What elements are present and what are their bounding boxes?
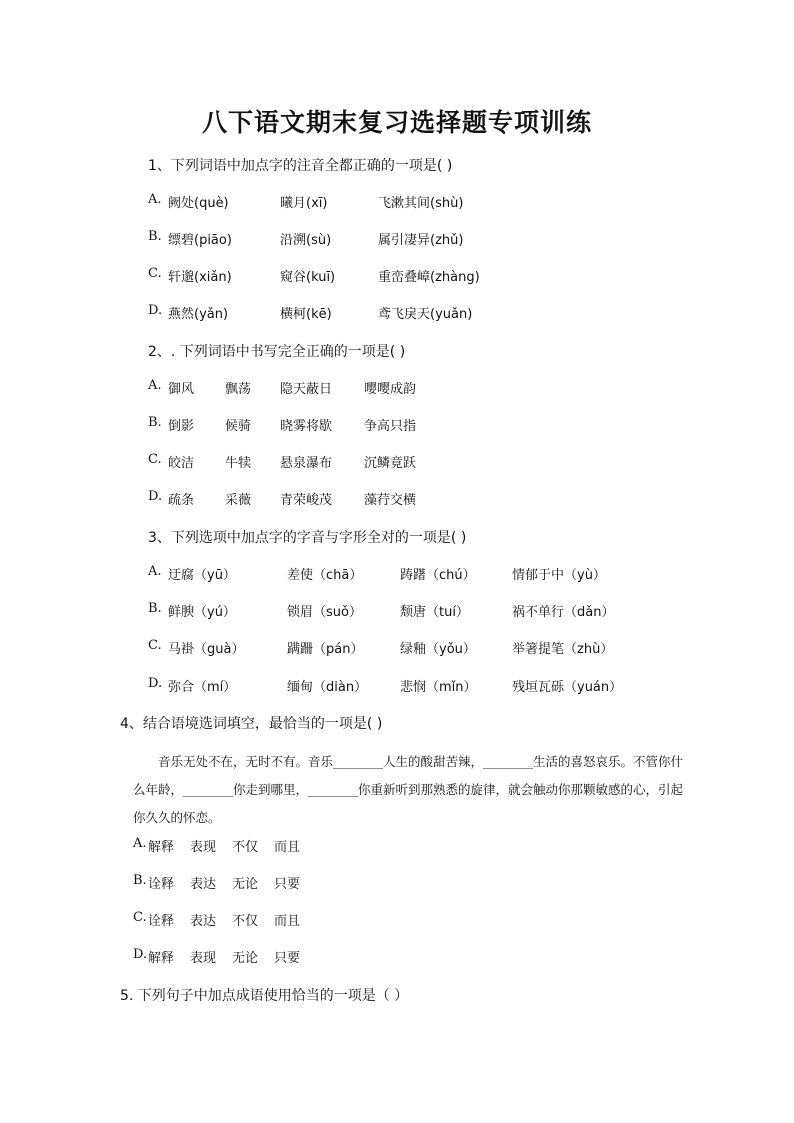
question-5-stem: 5. 下列句子中加点成语使用恰当的一项是（ ）: [120, 988, 409, 1004]
option-item: 晓雾将歇: [280, 419, 333, 434]
question-3-stem: 3、下列选项中加点字的字音与字形全对的一项是( ): [148, 530, 467, 546]
option-item: 御风: [168, 382, 195, 397]
option-item: 祸不单行（dǎn）: [512, 605, 615, 620]
option-label: C.: [148, 452, 162, 467]
option-item: 鲜腴（yú）: [168, 605, 236, 620]
option-item: 阙处(què): [168, 196, 229, 211]
option-item: 缥碧(piāo): [168, 233, 232, 248]
option-label: C.: [148, 266, 162, 281]
option-item: 踌躇（chú）: [400, 568, 476, 583]
option-label: C.: [148, 638, 162, 653]
option-item: 诠释: [148, 914, 175, 929]
option-item: 表现: [190, 840, 217, 855]
option-item: 窥谷(kuī): [280, 270, 336, 285]
option-item: 只要: [274, 951, 301, 966]
option-item: 残垣瓦砾（yuán）: [512, 680, 623, 695]
option-item: 解释: [148, 840, 175, 855]
option-item: 无论: [232, 877, 259, 892]
option-item: 青荣峻茂: [280, 493, 333, 508]
option-label: B.: [133, 873, 147, 888]
option-item: 悲悯（mǐn）: [400, 680, 477, 695]
option-item: 倒影: [168, 419, 195, 434]
option-item: 锁眉（suǒ）: [287, 605, 362, 620]
option-item: 嘤嘤成韵: [364, 382, 417, 397]
option-item: 缅甸（diàn）: [287, 680, 368, 695]
option-item: 表现: [190, 951, 217, 966]
option-item: 沿溯(sù): [280, 233, 332, 248]
option-item: 争高只指: [364, 419, 417, 434]
option-item: 横柯(kē): [280, 307, 332, 322]
option-item: 采薇: [225, 493, 252, 508]
option-label: A.: [148, 192, 162, 207]
option-label: D.: [148, 489, 163, 504]
option-item: 藻荇交横: [364, 493, 417, 508]
option-label: D.: [148, 303, 163, 318]
option-item: 表达: [190, 914, 217, 929]
option-label: B.: [148, 601, 162, 616]
option-item: 颓唐（tuí）: [400, 605, 469, 620]
option-label: D.: [133, 947, 148, 962]
option-item: 候骑: [225, 419, 252, 434]
option-item: 不仅: [232, 840, 259, 855]
option-item: 表达: [190, 877, 217, 892]
option-label: B.: [148, 415, 162, 430]
option-label: A.: [148, 378, 162, 393]
option-item: 悬泉瀑布: [280, 456, 333, 471]
option-item: 牛犊: [225, 456, 252, 471]
option-item: 解释: [148, 951, 175, 966]
option-item: 沉鳞竟跃: [364, 456, 417, 471]
page-title: 八下语文期末复习选择题专项训练: [201, 108, 592, 137]
option-item: 燕然(yǎn): [168, 307, 229, 322]
option-item: 举箸提笔（zhù）: [512, 642, 614, 657]
option-item: 马褂（guà）: [168, 642, 245, 657]
option-item: 属引凄异(zhǔ): [378, 233, 464, 248]
option-item: 无论: [232, 951, 259, 966]
question-2-stem: 2、. 下列词语中书写完全正确的一项是( ): [148, 344, 406, 360]
option-item: 弥合（mí）: [168, 680, 237, 695]
option-label: C.: [133, 910, 147, 925]
option-item: 重峦叠嶂(zhàng): [378, 270, 480, 285]
option-label: B.: [148, 229, 162, 244]
question-4-stem: 4、结合语境选词填空，最恰当的一项是( ): [120, 716, 383, 732]
option-item: 迂腐（yū）: [168, 568, 236, 583]
option-item: 飞漱其间(shù): [378, 196, 464, 211]
option-item: 曦月(xī): [280, 196, 328, 211]
option-item: 而且: [274, 840, 301, 855]
option-item: 鸢飞戾天(yuǎn): [378, 307, 473, 322]
option-item: 隐天蔽日: [280, 382, 333, 397]
option-item: 而且: [274, 914, 301, 929]
option-label: A.: [148, 564, 162, 579]
option-item: 不仅: [232, 914, 259, 929]
option-item: 差使（chā）: [287, 568, 363, 583]
option-item: 皎洁: [168, 456, 195, 471]
option-item: 绿釉（yǒu）: [400, 642, 476, 657]
option-item: 只要: [274, 877, 301, 892]
question-1-stem: 1、下列词语中加点字的注音全都正确的一项是( ): [148, 158, 453, 174]
option-item: 轩邈(xiǎn): [168, 270, 232, 285]
option-item: 诠释: [148, 877, 175, 892]
option-item: 飘荡: [225, 382, 252, 397]
option-label: D.: [148, 676, 163, 691]
option-item: 疏条: [168, 493, 195, 508]
option-label: A.: [133, 836, 147, 851]
option-item: 情郁于中（yù）: [512, 568, 606, 583]
question-4-passage: 音乐无处不在，无时不有。音乐________人生的酸甜苦辣，________生活的喜怒哀乐。不管你什么年龄，________你走到哪里，________你重新听到那熟悉的旋律，就会触动你那颗敏感的心，引起你久久的怀恋。: [133, 754, 684, 825]
option-item: 蹒跚（pán）: [287, 642, 364, 657]
